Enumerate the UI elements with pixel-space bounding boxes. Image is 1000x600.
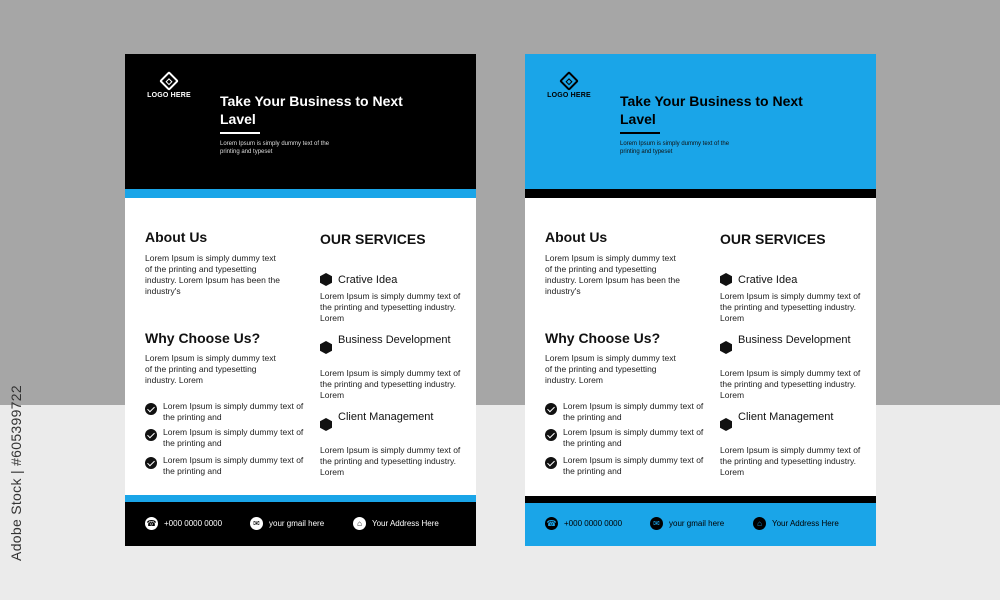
about-text: Lorem Ipsum is simply dummy text of the printing and typesetting industry. Lorem Ipsum has been the industry's	[145, 253, 280, 296]
mail-icon: ✉	[250, 517, 263, 530]
hexagon-icon	[720, 341, 732, 354]
checklist-text: Lorem Ipsum is simply dummy text of the printing and	[563, 455, 704, 476]
about-text: Lorem Ipsum is simply dummy text of the printing and typesetting industry. Lorem Ipsum has been the industry's	[545, 253, 680, 296]
checkmark-icon	[545, 457, 557, 469]
phone-text: +000 0000 0000	[564, 519, 623, 528]
service-desc: Lorem Ipsum is simply dummy text of the printing and typesetting industry. Lorem	[320, 445, 461, 477]
headline: Take Your Business to Next Lavel	[620, 93, 803, 127]
hexagon-icon	[320, 418, 332, 431]
hexagon-icon	[320, 273, 332, 286]
checkmark-icon	[545, 429, 557, 441]
why-text: Lorem Ipsum is simply dummy text of the printing and typesetting industry. Lorem	[145, 353, 276, 385]
stock-credit-text: Adobe Stock | #605399722	[8, 385, 24, 561]
checkmark-icon	[545, 403, 557, 415]
why-text: Lorem Ipsum is simply dummy text of the printing and typesetting industry. Lorem	[545, 353, 676, 385]
mail-icon: ✉	[650, 517, 663, 530]
flyer-black	[125, 54, 476, 546]
service-name: Business Development	[338, 334, 451, 346]
phone-icon: ☎	[546, 519, 557, 528]
service-desc: Lorem Ipsum is simply dummy text of the printing and typesetting industry. Lorem	[320, 291, 461, 323]
services-title: OUR SERVICES	[320, 231, 426, 247]
checkmark-icon	[145, 403, 157, 415]
why-title: Why Choose Us?	[145, 330, 261, 346]
service-name: Client Management	[338, 411, 434, 423]
checklist-item	[545, 401, 705, 425]
headline-underline	[620, 132, 660, 134]
phone-icon: ☎	[146, 519, 157, 528]
service-desc: Lorem Ipsum is simply dummy text of the printing and typesetting industry. Lorem	[720, 445, 861, 477]
checklist-text: Lorem Ipsum is simply dummy text of the printing and	[163, 427, 304, 448]
headline-subtitle: Lorem Ipsum is simply dummy text of the printing and typeset	[620, 141, 730, 155]
email-text: your gmail here	[269, 519, 325, 528]
headline-underline	[220, 132, 260, 134]
header-accent-band	[125, 189, 476, 198]
footer-accent-band	[125, 495, 476, 502]
header-accent-band	[525, 189, 876, 198]
checkmark-icon	[145, 429, 157, 441]
checklist-text: Lorem Ipsum is simply dummy text of the printing and	[163, 455, 304, 476]
service-name: Business Development	[738, 334, 851, 346]
flyer-blue	[525, 54, 876, 546]
logo	[541, 74, 597, 99]
logo-text: LOGO HERE	[547, 92, 591, 99]
phone-text: +000 0000 0000	[164, 519, 223, 528]
diamond-logo-icon	[159, 71, 179, 91]
service-name: Crative Idea	[738, 274, 798, 286]
hexagon-icon	[320, 341, 332, 354]
hexagon-icon	[720, 273, 732, 286]
why-title: Why Choose Us?	[545, 330, 661, 346]
service-desc: Lorem Ipsum is simply dummy text of the printing and typesetting industry. Lorem	[720, 368, 861, 400]
footer-accent-band	[525, 496, 876, 503]
checkmark-icon	[145, 457, 157, 469]
checklist-item	[145, 401, 305, 425]
service-name: Crative Idea	[338, 274, 398, 286]
address-text: Your Address Here	[772, 519, 839, 528]
diamond-logo-icon	[559, 71, 579, 91]
home-icon: ⌂	[753, 517, 766, 530]
email-text: your gmail here	[669, 519, 725, 528]
logo	[141, 74, 197, 99]
service-desc: Lorem Ipsum is simply dummy text of the printing and typesetting industry. Lorem	[720, 291, 861, 323]
logo-text: LOGO HERE	[147, 92, 191, 99]
checklist-item	[545, 427, 705, 451]
checklist-item	[145, 427, 305, 451]
about-title: About Us	[145, 229, 208, 245]
headline-subtitle: Lorem Ipsum is simply dummy text of the printing and typeset	[220, 141, 330, 155]
services-title: OUR SERVICES	[720, 231, 826, 247]
stock-credit	[8, 355, 24, 595]
service-name: Client Management	[738, 411, 834, 423]
checklist-item	[545, 455, 705, 479]
checklist-text: Lorem Ipsum is simply dummy text of the printing and	[563, 401, 704, 422]
home-icon: ⌂	[353, 517, 366, 530]
headline: Take Your Business to Next Lavel	[220, 93, 403, 127]
service-desc: Lorem Ipsum is simply dummy text of the printing and typesetting industry. Lorem	[320, 368, 461, 400]
address-text: Your Address Here	[372, 519, 439, 528]
checklist-text: Lorem Ipsum is simply dummy text of the printing and	[163, 401, 304, 422]
checklist-item	[145, 455, 305, 479]
checklist-text: Lorem Ipsum is simply dummy text of the printing and	[563, 427, 704, 448]
hexagon-icon	[720, 418, 732, 431]
about-title: About Us	[545, 229, 608, 245]
